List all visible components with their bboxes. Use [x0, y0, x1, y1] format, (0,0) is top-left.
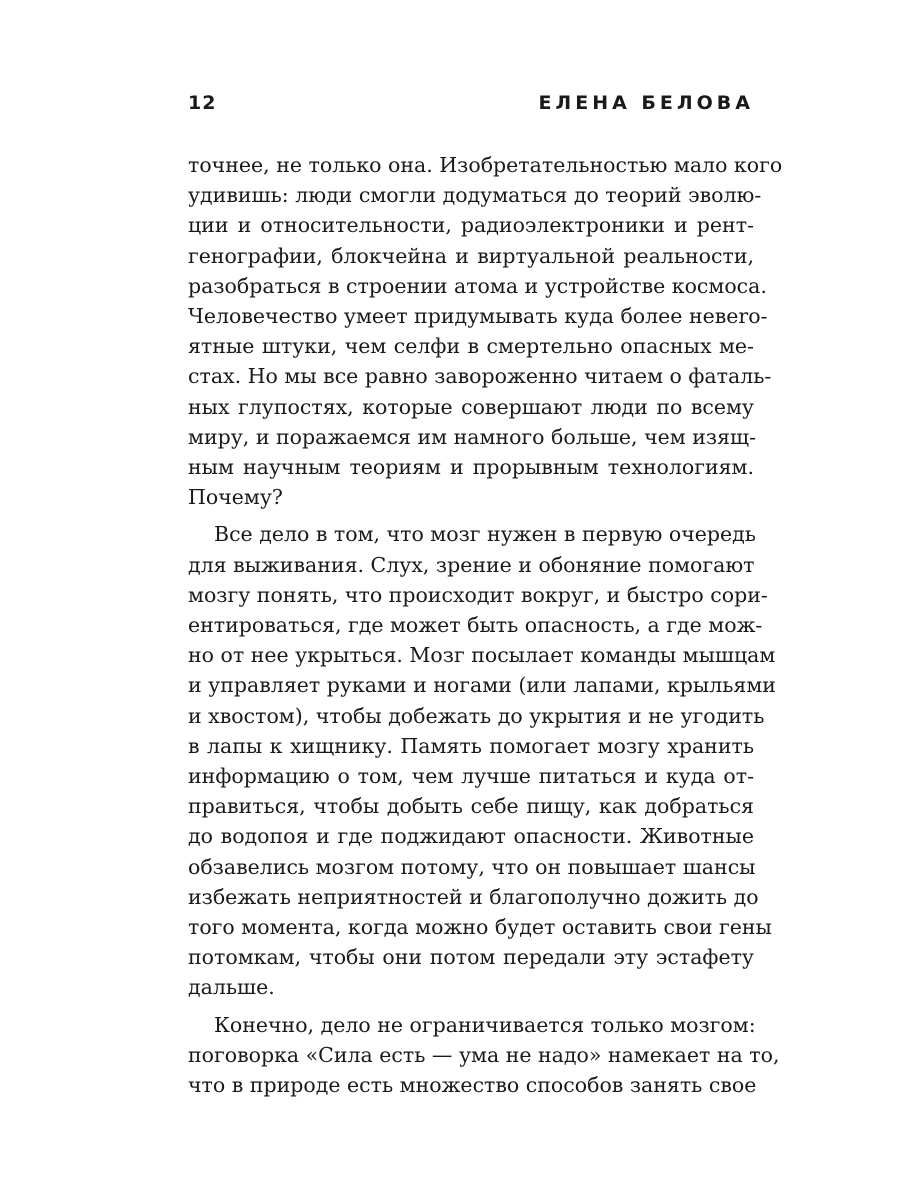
text-line: обзавелись мозгом потому, что он повышает шансы — [188, 854, 756, 879]
text-line: но от нее укрыться. Мозг посылает команды мышцам — [188, 643, 776, 668]
text-line: генографии, блокчейна и виртуальной реальности, — [188, 243, 754, 268]
running-head — [188, 92, 754, 126]
text-line: потомкам, чтобы они потом передали эту эстафету — [188, 945, 754, 970]
text-line: разобраться в строении атома и устройстве космоса. — [188, 273, 767, 298]
text-line: мозгу понять, что происходит вокруг, и быстро сори- — [188, 582, 768, 607]
paragraph-3 — [188, 1010, 780, 1101]
text-line: в лапы к хищнику. Память помогает мозгу хранить — [188, 733, 754, 758]
page-number: 12 — [188, 92, 217, 114]
paragraph-1 — [188, 150, 783, 512]
text-line: точнее, не только она. Изобретательностью мало кого — [188, 153, 783, 177]
text-line: стах. Но мы все равно завороженно читаем о фаталь- — [188, 364, 772, 389]
text-line: правиться, чтобы добыть себе пищу, как добраться — [188, 794, 754, 819]
text-line: миру, и поражаемся им намного больше, чем изящ- — [188, 424, 757, 449]
text-line: дальше. — [188, 975, 275, 1000]
text-line: и управляет руками и ногами (или лапами, крыльями — [188, 673, 776, 698]
text-line: ятные штуки, чем селфи в смертельно опасных ме- — [188, 334, 754, 359]
text-line: информацию о том, чем лучше питаться и куда от- — [188, 764, 754, 789]
text-line: Человечество умеет придумывать куда более невero- — [188, 304, 768, 329]
author-name: ЕЛЕНА БЕЛОВА — [538, 92, 754, 114]
body-text — [188, 150, 783, 1100]
text-line: Почему? — [188, 485, 283, 510]
text-line: до водопоя и где поджидают опасности. Животные — [188, 824, 754, 849]
text-line: ным научным теориям и прорывным технологиям. — [188, 455, 754, 480]
text-line: того момента, когда можно будет оставить свои гены — [188, 915, 772, 940]
text-line: для выживания. Слух, зрение и обоняние помогают — [188, 552, 755, 577]
text-line: удивишь: люди смогли додуматься до теорий эволю- — [188, 183, 762, 208]
text-line: что в природе есть множество способов занять свое — [188, 1073, 757, 1098]
text-line: ции и относительности, радиоэлектроники и рент- — [188, 213, 754, 238]
text-line: Все дело в том, что мозг нужен в первую очередь — [214, 522, 756, 547]
text-line: избежать неприятностей и благополучно дожить до — [188, 884, 759, 909]
text-line: ных глупостях, которые совершают люди по всему — [188, 394, 754, 419]
text-line: Конечно, дело не ограничивается только мозгом: — [214, 1012, 756, 1037]
paragraph-2 — [188, 519, 776, 1002]
text-line: ентироваться, где может быть опасность, а где мож- — [188, 613, 763, 638]
text-line: поговорка «Сила есть — ума не надо» намекает на то, — [188, 1042, 780, 1067]
text-line: и хвостом), чтобы добежать до укрытия и не угодить — [188, 703, 765, 728]
